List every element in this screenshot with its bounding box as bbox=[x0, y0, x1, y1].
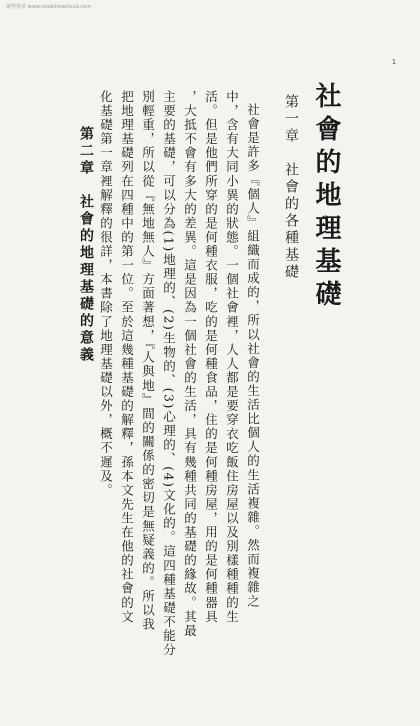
body-line-6: 別輕重，所以從『無地無人』方面著想，『人與地』間的關係的密切是無疑義的。所以我 bbox=[140, 90, 156, 632]
section-heading bbox=[76, 0, 96, 726]
body-line-1: 社會是許多『個人』組織而成的，所以社會的生活比個人的生活複雜。然而複雜之 bbox=[245, 103, 261, 609]
page-number: 1 bbox=[391, 58, 396, 66]
section-title: 社會的地理基礎的意義 bbox=[78, 194, 94, 364]
chapter-heading bbox=[281, 0, 301, 694]
body-line-3: 活。但是他們所穿的是何種衣服，吃的是何種食品，住的是何種房屋，用的是何種器具 bbox=[203, 90, 219, 624]
body-line-8: 化基礎第一章裡解釋的很詳，本書除了地理基礎以外，概不遲及。 bbox=[98, 90, 114, 498]
chapter-number: 第一章 bbox=[283, 94, 299, 145]
book-title: 社會的地理基礎 bbox=[311, 82, 341, 313]
body-line-2: 中，含有大同小異的狀態。一個社會裡，人人都是要穿衣吃飯住房屋以及別樣種種的生 bbox=[224, 90, 240, 624]
watermark: 讀秀資訊 www.readshowcloud.com bbox=[6, 4, 91, 10]
chapter-title: 社會的各種基礎 bbox=[283, 162, 299, 281]
body-line-7: 把地理基礎列在四種中的第一位。至於這幾種基礎的解釋，孫本文先生在他的社會的文 bbox=[119, 90, 135, 624]
body-line-4: ，大抵不會有多大的差異。這是因為一個社會的生活，具有幾種共同的基礎的緣故。其最 bbox=[182, 90, 198, 638]
section-number: 第二章 bbox=[78, 126, 94, 177]
body-line-5: 主要的基礎，可以分為(1)地理的、(2)生物的、(3)心理的、(4)文化的。這四種基礎不能分 bbox=[161, 90, 177, 658]
